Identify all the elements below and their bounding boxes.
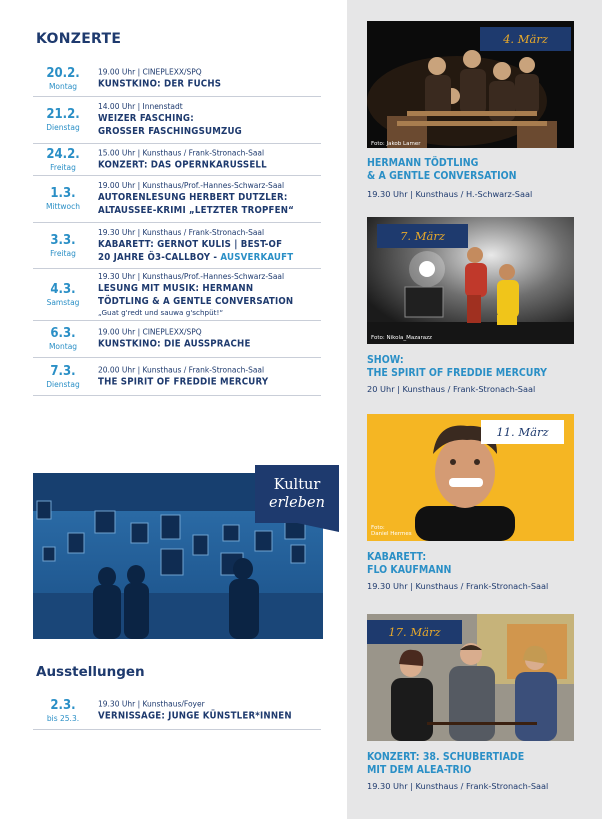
event-info: [98, 328, 321, 351]
event-row: [33, 358, 321, 396]
card-title-line: FLO KAUFMANN: [367, 564, 452, 576]
event-day: 7.3.: [50, 363, 76, 379]
card-credit-toedtling: Foto: Jakob Lamer: [371, 141, 421, 147]
event-date: [33, 699, 93, 723]
event-title-text: WEIZER FASCHING:: [98, 113, 194, 124]
event-title-text: KUNSTKINO: DIE AUSSPRACHE: [98, 338, 251, 350]
event-title-text: THE SPIRIT OF FREDDIE MERCURY: [98, 376, 269, 387]
event-day: 3.3.: [50, 232, 76, 248]
card-title-line: SHOW:: [367, 354, 404, 366]
konzerte-heading: KONZERTE: [36, 31, 122, 47]
event-title: [98, 295, 321, 308]
event-info: [98, 181, 321, 217]
event-title: [98, 158, 321, 171]
event-title: [98, 238, 321, 251]
event-row: [33, 62, 321, 97]
event-weekday: bis 25.3.: [46, 714, 80, 723]
event-title-text: LESUNG MIT MUSIK: HERMANN: [98, 282, 254, 294]
event-title-text: ALTAUSSEE-KRIMI „LETZTER TROPFEN“: [98, 205, 294, 216]
event-title: [98, 125, 321, 138]
kultur-line1: Kultur: [273, 477, 321, 493]
card-credit-mercury: Foto: Nikola_Mazarazz: [371, 335, 432, 341]
event-title: [98, 204, 321, 217]
event-title-text: KUNSTKINO: DER FUCHS: [98, 78, 222, 90]
event-title-text: VERNISSAGE: JUNGE KÜNSTLER*INNEN: [98, 710, 292, 722]
event-title: [98, 251, 321, 264]
card-meta-mercury: 20 Uhr | Kunsthaus / Frank-Stronach-Saal: [367, 384, 536, 394]
event-info: [98, 365, 321, 388]
event-meta: 19.30 Uhr | Kunsthaus/Foyer: [98, 699, 205, 709]
event-title-text: AUTORENLESUNG HERBERT DUTZLER:: [98, 192, 288, 203]
event-row: [33, 693, 321, 730]
event-title-text: GROSSER FASCHINGSUMZUG: [98, 126, 242, 137]
kultur-badge-tail: [297, 523, 339, 532]
event-row: [33, 269, 321, 321]
card-title-line: HERMANN TÖDTLING: [367, 157, 479, 169]
event-row: [33, 176, 321, 223]
event-meta: 19.30 Uhr | Kunsthaus / Frank-Stronach-Saal: [98, 227, 265, 237]
card-title-alea-trio: [367, 751, 524, 777]
event-row: [33, 144, 321, 176]
event-date: [33, 108, 93, 132]
card-title-line: KONZERT: 38. SCHUBERTIADE: [367, 751, 525, 763]
event-title: [98, 191, 321, 204]
event-title-text: 20 JAHRE Ö3-CALLBOY -: [98, 251, 218, 263]
card-date-mercury: 7. März: [377, 224, 468, 248]
event-date: [33, 283, 93, 307]
sold-out-label: AUSVERKAUFT: [220, 251, 294, 263]
event-weekday: Montag: [48, 342, 78, 351]
event-info: [98, 700, 321, 723]
event-weekday: Montag: [48, 82, 78, 91]
card-meta-alea-trio: 19.30 Uhr | Kunsthaus / Frank-Stronach-Saal: [367, 781, 549, 791]
card-meta-kaufmann: 19.30 Uhr | Kunsthaus / Frank-Stronach-Saal: [367, 581, 549, 591]
event-row: [33, 321, 321, 358]
event-date: [33, 187, 93, 211]
event-subtitle: „Guat g'redt und sauwa g'schpüt!“: [98, 307, 224, 317]
event-weekday: Dienstag: [46, 379, 80, 389]
event-info: [98, 148, 321, 171]
event-weekday: Mittwoch: [45, 202, 81, 211]
event-date: [33, 67, 93, 91]
card-date-kaufmann: 11. März: [481, 420, 564, 444]
event-day: 1.3.: [50, 186, 76, 201]
event-title: [98, 112, 321, 125]
card-date-alea-trio: 17. März: [367, 620, 462, 644]
card-meta-toedtling: 19.30 Uhr | Kunsthaus / H.-Schwarz-Saal: [367, 189, 533, 199]
card-title-line: MIT DEM ALEA-TRIO: [367, 764, 472, 776]
event-meta: 19.00 Uhr | Kunsthaus/Prof.-Hannes-Schwarz-Saal: [98, 181, 285, 190]
event-meta: 14.00 Uhr | Innenstadt: [98, 102, 183, 111]
event-meta: 15.00 Uhr | Kunsthaus / Frank-Stronach-Saal: [98, 148, 265, 157]
event-title: [98, 282, 321, 295]
event-meta: 20.00 Uhr | Kunsthaus / Frank-Stronach-Saal: [98, 365, 265, 374]
card-date-toedtling: 4. März: [480, 27, 571, 51]
event-title-text: TÖDTLING & A GENTLE CONVERSATION: [98, 295, 294, 307]
event-day: 2.3.: [50, 698, 76, 713]
kultur-line2: erleben: [269, 495, 325, 511]
event-info: [98, 68, 321, 91]
card-title-mercury: [367, 354, 547, 380]
event-meta: 19.00 Uhr | CINEPLEXX/SPQ: [98, 327, 202, 337]
event-day: 21.2.: [46, 107, 80, 122]
event-date: [33, 148, 93, 172]
event-date: [33, 365, 93, 389]
event-row: [33, 97, 321, 144]
event-info: [98, 272, 321, 318]
event-day: 24.2.: [46, 146, 80, 162]
event-title-text: KABARETT: GERNOT KULIS | BEST-OF: [98, 238, 283, 250]
event-info: [98, 228, 321, 264]
event-day: 20.2.: [46, 66, 80, 81]
event-date: [33, 234, 93, 258]
event-weekday: Dienstag: [46, 123, 80, 132]
card-title-line: & A GENTLE CONVERSATION: [367, 170, 517, 182]
event-title-text: KONZERT: DAS OPERNKARUSSELL: [98, 159, 267, 170]
event-row: [33, 223, 321, 269]
event-weekday: Samstag: [46, 297, 80, 307]
card-title-toedtling: [367, 157, 517, 183]
event-title: [98, 338, 321, 351]
event-title: [98, 78, 321, 91]
card-title-kaufmann: [367, 551, 451, 577]
card-credit-kaufmann: Foto: Daniel Hermes: [371, 525, 412, 537]
event-day: 4.3.: [50, 281, 76, 297]
kultur-erleben-badge: [255, 465, 339, 523]
konzerte-list: [33, 62, 321, 396]
event-title: [98, 710, 321, 723]
event-day: 6.3.: [50, 326, 76, 341]
event-info: [98, 102, 321, 138]
event-title: [98, 375, 321, 388]
event-meta: 19.00 Uhr | CINEPLEXX/SPQ: [98, 67, 202, 77]
card-title-line: KABARETT:: [367, 551, 427, 563]
event-weekday: Freitag: [50, 248, 76, 258]
card-title-line: THE SPIRIT OF FREDDIE MERCURY: [367, 367, 548, 379]
ausstellungen-list: [33, 693, 321, 730]
event-meta: 19.30 Uhr | Kunsthaus/Prof.-Hannes-Schwarz-Saal: [98, 271, 285, 281]
event-weekday: Freitag: [50, 162, 76, 172]
event-date: [33, 327, 93, 351]
ausstellungen-heading: Ausstellungen: [36, 664, 145, 680]
